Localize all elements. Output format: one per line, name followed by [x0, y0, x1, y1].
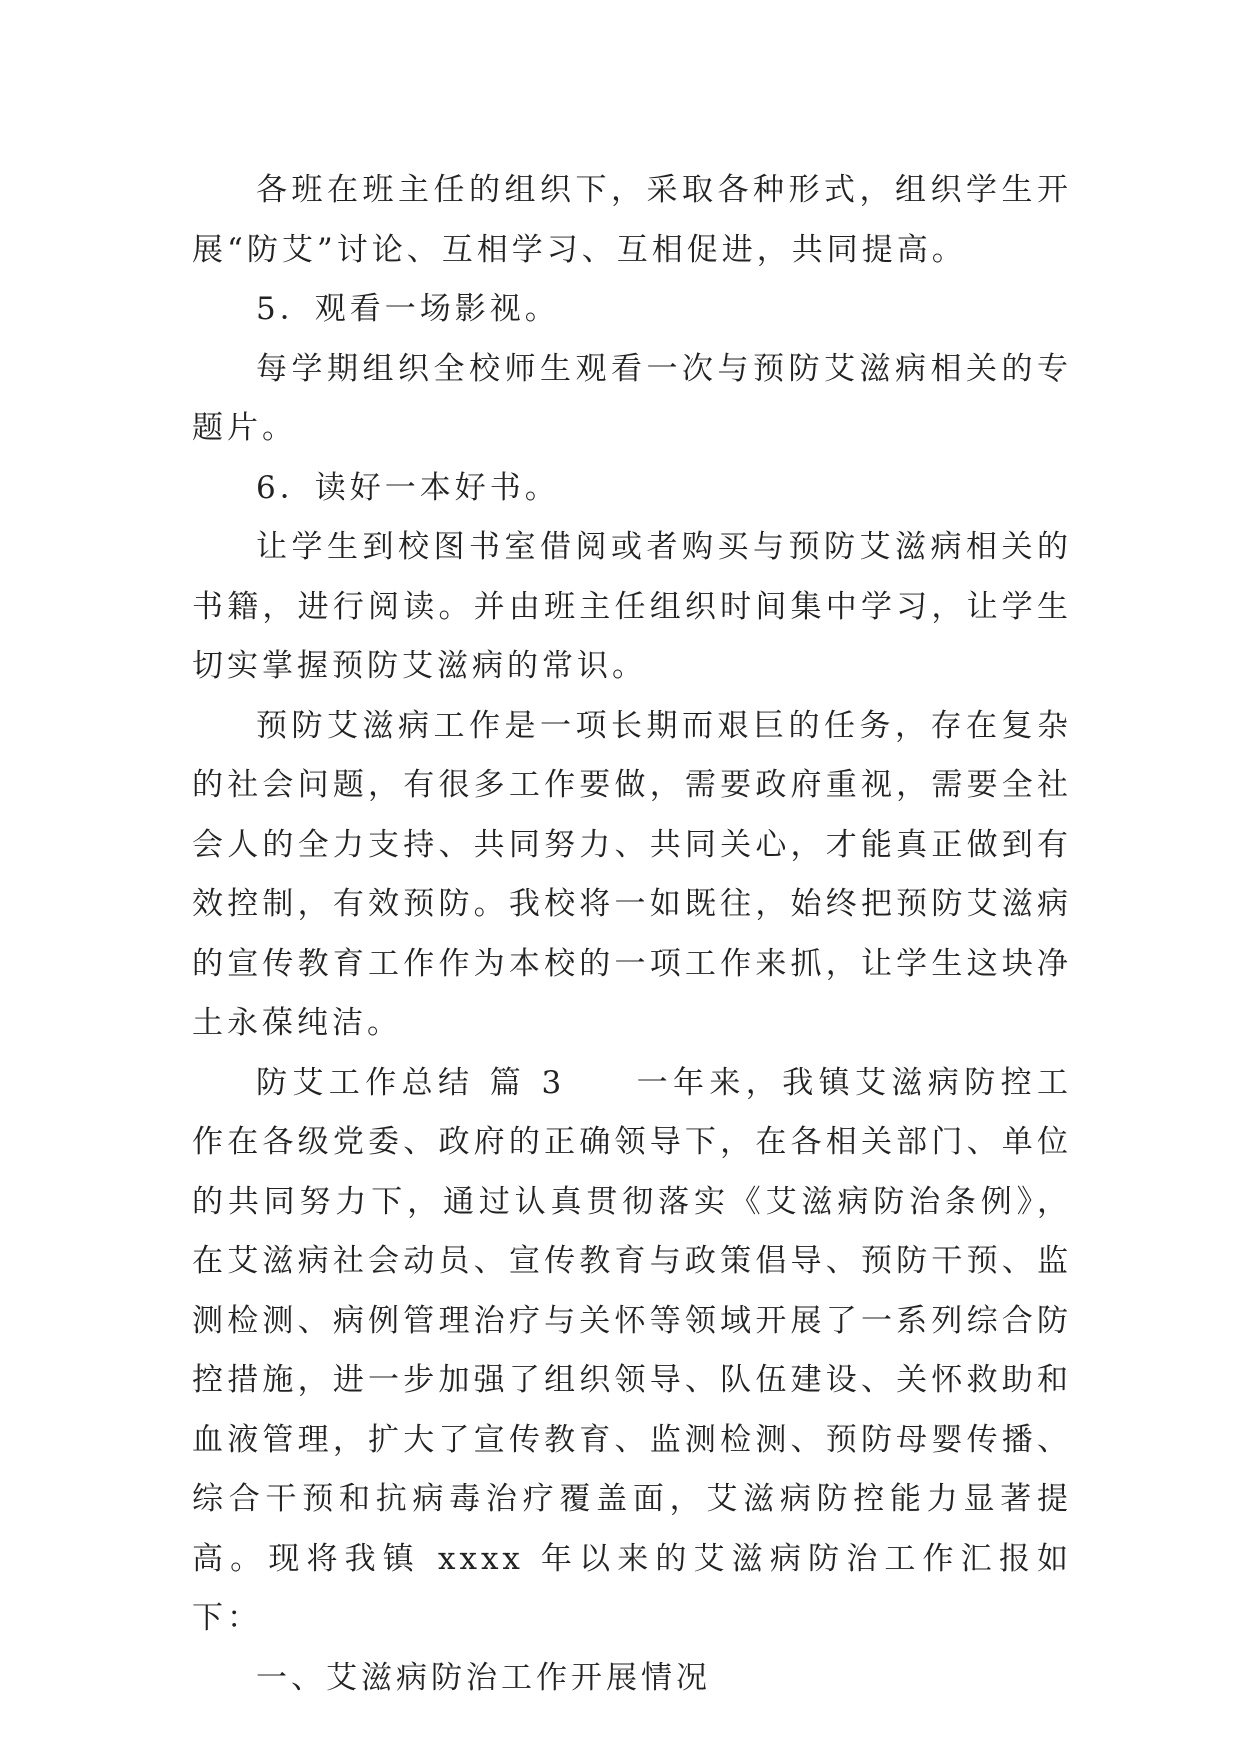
paragraph-conclusion: 预防艾滋病工作是一项长期而艰巨的任务，存在复杂的社会问题，有很多工作要做，需要政府重视，需要全社会人的全力支持、共同努力、共同关心，才能真正做到有效控制，有效预防。我校将一如既往，始终把预防艾滋病的宣传教育工作作为本校的一项工作来抓，让学生这块净土永葆纯洁。 [192, 707, 1072, 1041]
paragraph-reading: 让学生到校图书室借阅或者购买与预防艾滋病相关的书籍，进行阅读。并由班主任组织时间集中学习，让学生切实掌握预防艾滋病的常识。 [192, 529, 1072, 684]
section-3-title: 防艾工作总结 [256, 1064, 475, 1101]
item-heading-5: 5．观看一场影视。 [256, 291, 560, 327]
item-heading-6: 6．读好一本好书。 [256, 469, 560, 506]
paragraph-section-3 [192, 1054, 1072, 1649]
paragraph-video: 每学期组织全校师生观看一次与预防艾滋病相关的专题片。 [192, 350, 1072, 446]
section-3-label: 篇 3 [488, 1064, 566, 1101]
final-heading: 一、艾滋病防治工作开展情况 [256, 1659, 711, 1696]
document-body [192, 161, 1072, 1708]
section-3-text: 一年来，我镇艾滋病防控工作在各级党委、政府的正确领导下，在各相关部门、单位的共同努力下，通过认真贯彻落实《艾滋病防治条例》，在艾滋病社会动员、宣传教育与政策倡导、预防干预、监测检测、病例管理治疗与关怀等领域开展了一系列综合防控措施，进一步加强了组织领导、队伍建设、关怀救助和血液管理，扩大了宣传教育、监测检测、预防母婴传播、综合干预和抗病毒治疗覆盖面，艾滋病防控能力显著提高。现将我镇 xxxx 年以来的艾滋病防治工作汇报如下： [192, 1064, 1072, 1636]
paragraph-class-discussion: 各班在班主任的组织下，采取各种形式，组织学生开展“防艾”讨论、互相学习、互相促进，共同提高。 [192, 172, 1072, 268]
